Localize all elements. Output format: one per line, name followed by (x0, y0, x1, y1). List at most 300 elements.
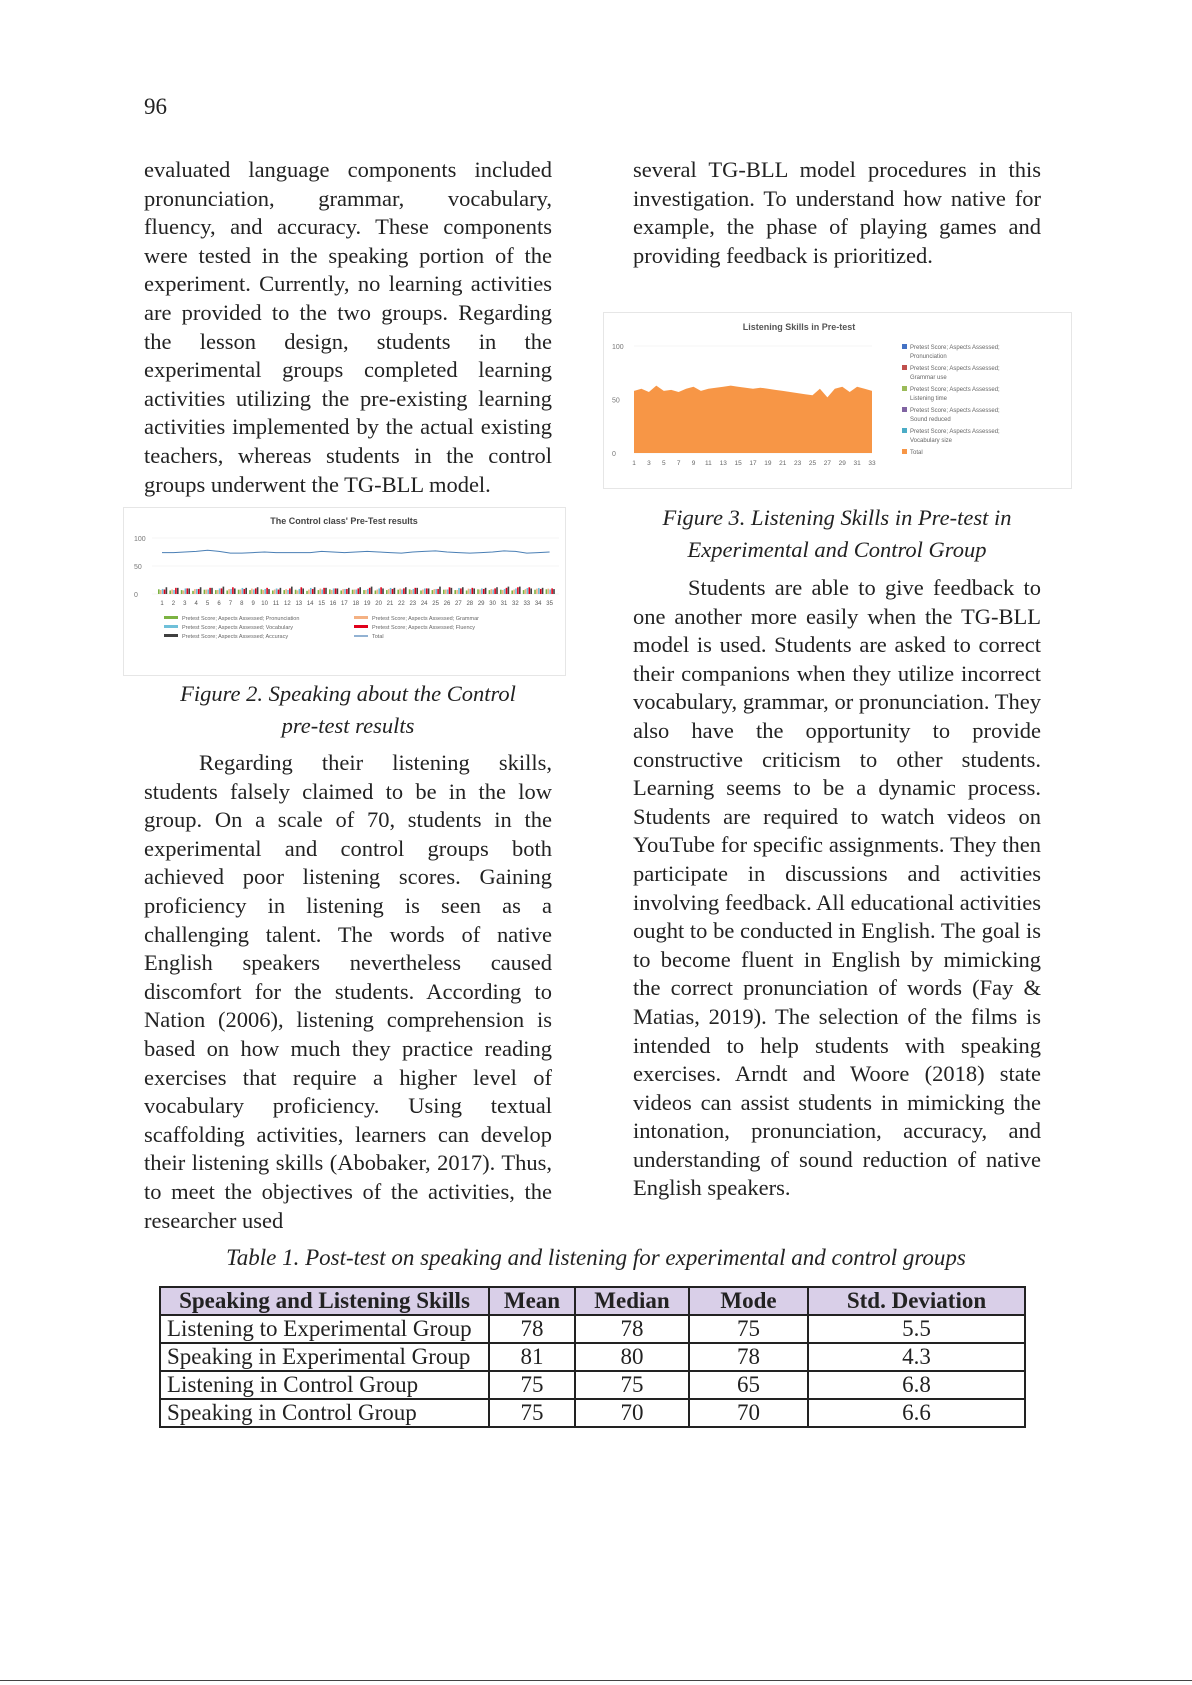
bar (378, 588, 380, 594)
bar (451, 588, 453, 594)
bar (232, 587, 234, 594)
bar (245, 588, 247, 594)
table-row (160, 1315, 1025, 1343)
table-1 (159, 1286, 1026, 1428)
bar (439, 587, 441, 594)
right-column-lower (633, 574, 1041, 1203)
y-tick-label: 50 (612, 397, 620, 405)
bar (549, 589, 551, 594)
legend-label-cont: Pronunciation (910, 354, 947, 360)
legend-swatch (902, 449, 907, 454)
bar (171, 590, 173, 594)
table-1-caption: Table 1. Post-test on speaking and listening for experimental and control groups (226, 1245, 966, 1270)
x-tick-label: 34 (534, 601, 542, 607)
bar (280, 588, 282, 594)
bar (166, 587, 168, 594)
x-tick-label: 28 (466, 601, 474, 607)
bar (242, 588, 244, 594)
bar (238, 590, 240, 594)
x-tick-label: 30 (489, 601, 496, 607)
legend-label-cont: Listening time (910, 396, 948, 402)
bar (295, 590, 297, 594)
bar (223, 587, 225, 594)
x-tick-label: 9 (251, 601, 255, 607)
bar (546, 589, 548, 594)
bar (333, 588, 335, 594)
x-tick-label: 3 (183, 601, 187, 607)
legend-label: Total (372, 634, 384, 640)
bar (424, 588, 426, 594)
bar (188, 588, 190, 594)
bar (435, 589, 437, 594)
bar (301, 587, 303, 594)
bar (536, 589, 538, 594)
footer-rule (0, 1680, 1192, 1681)
figure-3-caption-line-1: Figure 3. Listening Skills in Pre-test in (662, 505, 1012, 530)
left-paragraph-1: evaluated language components included pronunciation, grammar, vocabulary, fluency, and accuracy. These components were tested in the speaking portion of the experiment. Currently, no learning activities are provided to the two groups. Regarding the lesson design, students in the experimental groups completed learning activities utilizing the pre-existing learning activities implemented by the actual existing teachers, whereas students in the control groups underwent the TG-BLL model. (144, 157, 552, 497)
bar (356, 589, 358, 594)
bar (344, 589, 346, 594)
legend-swatch (902, 386, 907, 391)
bar (253, 589, 255, 594)
bar (530, 588, 532, 594)
bar (348, 588, 350, 594)
bar (369, 588, 371, 594)
bar (169, 590, 171, 594)
bar (483, 589, 485, 594)
bar (443, 590, 445, 594)
bar (529, 587, 531, 594)
cell-mean: 78 (489, 1315, 575, 1343)
bar (375, 590, 377, 594)
x-tick-label: 15 (318, 601, 325, 607)
bar (511, 590, 513, 594)
x-tick-label: 35 (546, 601, 553, 607)
bar (513, 590, 515, 594)
bar (299, 589, 301, 594)
bar (274, 590, 276, 594)
bar (329, 589, 331, 594)
bar (428, 588, 430, 594)
bar (538, 588, 540, 594)
chart-title: Listening Skills in Pre-test (742, 322, 856, 332)
y-tick-label: 0 (134, 592, 138, 599)
header-mode: Mode (689, 1287, 808, 1315)
bar (323, 588, 325, 594)
bar (473, 588, 475, 594)
x-tick-label: 21 (386, 601, 394, 607)
bar (310, 588, 312, 594)
right-column (633, 156, 1041, 270)
y-tick-label: 100 (134, 536, 146, 543)
bar (548, 589, 550, 594)
bar (534, 590, 536, 594)
legend-label: Pretest Score; Aspects Assessed; Grammar (372, 616, 479, 622)
bar (354, 590, 356, 594)
legend-swatch (354, 616, 368, 619)
bar (437, 589, 439, 594)
cell-median: 80 (575, 1343, 689, 1371)
bar (244, 589, 246, 594)
bar (211, 588, 213, 594)
bar (540, 589, 542, 594)
bar (185, 588, 187, 594)
bar (422, 590, 424, 594)
cell-std: 6.8 (808, 1371, 1025, 1399)
x-tick-label: 25 (808, 460, 817, 467)
header-std-deviation: Std. Deviation (808, 1287, 1025, 1315)
bar (255, 588, 257, 594)
control-pretest-chart (124, 508, 565, 675)
bar (481, 588, 483, 594)
bar (162, 589, 164, 594)
bar (388, 589, 390, 594)
bar (264, 589, 266, 594)
bar (434, 589, 436, 594)
bar (508, 587, 510, 594)
x-tick-label: 2 (171, 601, 176, 607)
x-tick-label: 7 (228, 601, 233, 607)
x-tick-label: 21 (779, 460, 787, 467)
bar (261, 589, 263, 594)
bar (386, 590, 388, 594)
header-skills: Speaking and Listening Skills (160, 1287, 489, 1315)
bar (318, 590, 320, 594)
x-tick-label: 11 (272, 601, 280, 607)
bar (485, 588, 487, 594)
bar (175, 588, 177, 594)
listening-pretest-chart (604, 313, 1071, 488)
legend-swatch (164, 625, 178, 628)
bar (519, 587, 521, 594)
legend-swatch (902, 344, 907, 349)
x-tick-label: 10 (261, 601, 268, 607)
bar (460, 588, 462, 594)
bar (470, 589, 472, 594)
bar (515, 588, 517, 594)
bar (415, 588, 417, 594)
total-line (162, 550, 550, 553)
bar (217, 590, 219, 594)
bar (196, 589, 198, 594)
cell-std: 6.6 (808, 1399, 1025, 1427)
x-tick-label: 23 (409, 601, 417, 607)
cell-std: 4.3 (808, 1343, 1025, 1371)
legend-label-cont: Sound reduced (910, 417, 951, 423)
bar (426, 588, 428, 594)
bar (158, 589, 160, 594)
bar (314, 587, 316, 594)
bar (416, 588, 418, 594)
legend-swatch (354, 625, 368, 628)
cell-skill: Speaking in Experimental Group (160, 1343, 489, 1371)
bar (462, 587, 464, 594)
bar (226, 590, 228, 594)
x-tick-label: 6 (217, 601, 221, 607)
bar (394, 588, 396, 594)
legend-label-cont: Grammar use (910, 375, 947, 381)
bar (525, 589, 527, 594)
bar (320, 589, 322, 594)
x-tick-label: 4 (194, 601, 198, 607)
bar (359, 587, 361, 594)
bar (297, 590, 299, 594)
figure-2-chart (123, 507, 566, 676)
bar (230, 589, 232, 594)
x-tick-label: 12 (284, 601, 291, 607)
bar (466, 590, 468, 594)
bar (553, 589, 555, 594)
x-tick-label: 23 (794, 460, 802, 467)
bar (287, 590, 289, 594)
cell-mode: 65 (689, 1371, 808, 1399)
legend-label: Total (910, 450, 923, 456)
bar (268, 589, 270, 594)
header-median: Median (575, 1287, 689, 1315)
legend-label: Pretest Score; Aspects Assessed; (910, 387, 1000, 393)
x-tick-label: 27 (823, 460, 831, 467)
x-tick-label: 14 (306, 601, 314, 607)
bar (363, 590, 365, 594)
bar (234, 588, 236, 594)
bar (458, 588, 460, 594)
bar (358, 588, 360, 594)
bar (517, 587, 519, 594)
bar (219, 588, 221, 594)
x-tick-label: 18 (352, 601, 360, 607)
bar (285, 589, 287, 594)
bar (342, 589, 344, 594)
x-tick-label: 8 (240, 601, 244, 607)
bar (198, 589, 200, 594)
bar (477, 589, 479, 594)
bar (542, 588, 544, 594)
figure-2-caption (144, 678, 552, 742)
legend-label-cont: Vocabulary size (910, 438, 953, 444)
left-paragraph-2: Regarding their listening skills, students falsely claimed to be in the low group. On a scale of 70, students in the experimental and control groups both achieved poor listening scores. Gaining proficiency in listening is seen as a challenging talent. The words of native English speakers nevertheless caused discomfort for the students. According to Nation (2006), listening comprehension is based on how much they practice reading exercises that require a higher level of vocabulary proficiency. Using textual scaffolding activities, learners can develop their listening skills (Abobaker, 2017). Thus, to meet the objectives of the activities, the researcher used (144, 750, 552, 1233)
bar (346, 589, 348, 594)
bar (496, 587, 498, 594)
bar (337, 588, 339, 594)
bar (504, 589, 506, 594)
legend-label: Pretest Score; Aspects Assessed; Pronunciation (182, 616, 300, 622)
legend-label: Pretest Score; Aspects Assessed; (910, 366, 1000, 372)
bar (405, 587, 407, 594)
x-tick-label: 29 (838, 460, 846, 467)
legend-label: Pretest Score; Aspects Assessed; Fluency (372, 625, 476, 631)
table-header-row (160, 1287, 1025, 1315)
x-tick-label: 19 (363, 601, 371, 607)
cell-std: 5.5 (808, 1315, 1025, 1343)
bar (454, 590, 456, 594)
bar (420, 590, 422, 594)
bar (377, 590, 379, 594)
legend-label: Pretest Score; Aspects Assessed; (910, 345, 1000, 351)
bar (527, 588, 529, 594)
bar (291, 587, 293, 594)
x-tick-label: 5 (205, 601, 210, 607)
bar (371, 587, 373, 594)
total-area (634, 386, 872, 453)
x-tick-label: 5 (661, 460, 666, 467)
bar (187, 588, 189, 594)
x-tick-label: 1 (632, 460, 636, 467)
x-tick-label: 25 (432, 601, 439, 607)
bar (302, 588, 304, 594)
bar (367, 589, 369, 594)
bar (335, 588, 337, 594)
bar (390, 588, 392, 594)
cell-median: 70 (575, 1399, 689, 1427)
bar (502, 590, 504, 594)
bar (403, 588, 405, 594)
bar (445, 590, 447, 594)
cell-skill: Listening in Control Group (160, 1371, 489, 1399)
bar (240, 590, 242, 594)
bar (479, 590, 481, 594)
y-tick-label: 50 (134, 564, 142, 571)
figure-3-caption (633, 502, 1041, 566)
cell-mean: 81 (489, 1343, 575, 1371)
bar (523, 590, 525, 594)
bar (340, 590, 342, 594)
bar (551, 588, 553, 594)
bar (331, 590, 333, 594)
x-tick-label: 16 (329, 601, 337, 607)
bar (289, 588, 291, 594)
legend-label: Pretest Score; Aspects Assessed; Vocabulary (182, 625, 293, 631)
chart-title: The Control class' Pre-Test results (270, 516, 418, 526)
x-tick-label: 33 (523, 601, 531, 607)
x-tick-label: 31 (853, 460, 861, 467)
legend-label: Pretest Score; Aspects Assessed; (910, 408, 1000, 414)
cell-mean: 75 (489, 1371, 575, 1399)
figure-2-caption-line-1: Figure 2. Speaking about the Control (180, 681, 516, 706)
bar (228, 589, 230, 594)
right-paragraph-1: several TG-BLL model procedures in this investigation. To understand how native for example, the phase of playing games and providing feedback is prioritized. (633, 157, 1041, 268)
bar (352, 590, 354, 594)
x-tick-label: 1 (160, 601, 164, 607)
bar (266, 588, 268, 594)
x-tick-label: 31 (500, 601, 508, 607)
cell-mode: 78 (689, 1343, 808, 1371)
cell-median: 75 (575, 1371, 689, 1399)
bar (411, 590, 413, 594)
bar (164, 590, 166, 594)
bar (221, 588, 223, 594)
x-tick-label: 9 (691, 460, 696, 467)
page-number: 96 (144, 94, 167, 119)
right-paragraph-2: Students are able to give feedback to one another more easily when the TG-BLL model is used. Students are asked to correct their companions when they utilize incorrect vocabulary, grammar, or pronunciation. They also have the opportunity to provide constructive criticism to other students. Learning seems to be a dynamic process. Students are required to watch videos on YouTube for specific assignments. They then participate in discussions and activities involving feedback. All educational activities ought to be conducted in English. The goal is to become fluent in English by mimicking the correct pronunciation of words (Fay & Matias, 2019). The selection of the films is intended to help students with speaking exercises. Arndt and Woore (2018) state videos can assist students in mimicking the intonation, pronunciation, accuracy, and understanding of sound reduction of native English speakers. (633, 575, 1041, 1201)
bar (272, 590, 274, 594)
x-tick-label: 19 (764, 460, 772, 467)
bar (392, 589, 394, 594)
bar (491, 589, 493, 594)
left-column (144, 156, 552, 499)
bar (472, 588, 474, 594)
bar (251, 589, 253, 594)
cell-skill: Listening to Experimental Group (160, 1315, 489, 1343)
bar (494, 588, 496, 594)
bar (325, 588, 327, 594)
bar (249, 590, 251, 594)
bar (206, 590, 208, 594)
x-tick-label: 17 (341, 601, 348, 607)
x-tick-label: 13 (295, 601, 303, 607)
bar (321, 589, 323, 594)
left-column-lower (144, 749, 552, 1235)
bar (308, 590, 310, 594)
x-tick-label: 24 (420, 601, 428, 607)
cell-median: 78 (575, 1315, 689, 1343)
bar (468, 589, 470, 594)
y-tick-label: 0 (612, 451, 616, 458)
bar (194, 589, 196, 594)
legend-swatch (902, 428, 907, 433)
x-tick-label: 20 (375, 601, 382, 607)
bar (200, 587, 202, 594)
bar (183, 590, 185, 594)
y-tick-label: 100 (612, 344, 624, 351)
bar (397, 590, 399, 594)
bar (500, 590, 502, 594)
x-tick-label: 27 (455, 601, 462, 607)
x-tick-label: 3 (647, 460, 651, 467)
cell-mode: 70 (689, 1399, 808, 1427)
bar (276, 588, 278, 594)
bar (449, 587, 451, 594)
cell-mean: 75 (489, 1399, 575, 1427)
bar (177, 588, 179, 594)
table-row (160, 1399, 1025, 1427)
x-tick-label: 26 (443, 601, 451, 607)
bar (382, 588, 384, 594)
header-mean: Mean (489, 1287, 575, 1315)
x-tick-label: 29 (477, 601, 485, 607)
bar (399, 589, 401, 594)
bar (380, 587, 382, 594)
legend-swatch (164, 634, 178, 637)
bar (456, 590, 458, 594)
bar (257, 587, 259, 594)
x-tick-label: 17 (749, 460, 757, 467)
bar (492, 589, 494, 594)
x-tick-label: 13 (719, 460, 727, 467)
bar (489, 590, 491, 594)
cell-skill: Speaking in Control Group (160, 1399, 489, 1427)
x-tick-label: 7 (676, 460, 681, 467)
x-tick-label: 32 (512, 601, 519, 607)
bar (306, 591, 308, 594)
figure-3-caption-line-2: Experimental and Control Group (687, 537, 987, 562)
x-tick-label: 11 (705, 460, 712, 467)
bar (278, 590, 280, 594)
bar (181, 590, 183, 594)
bar (204, 590, 206, 594)
bar (173, 590, 175, 594)
legend-label: Pretest Score; Aspects Assessed; (910, 429, 1000, 435)
x-tick-label: 33 (868, 460, 876, 467)
bar (160, 590, 162, 594)
bar (432, 590, 434, 594)
bar (365, 590, 367, 594)
table-row (160, 1371, 1025, 1399)
table-row (160, 1343, 1025, 1371)
cell-mode: 75 (689, 1315, 808, 1343)
bar (413, 589, 415, 594)
bar (209, 588, 211, 594)
legend-swatch (902, 365, 907, 370)
